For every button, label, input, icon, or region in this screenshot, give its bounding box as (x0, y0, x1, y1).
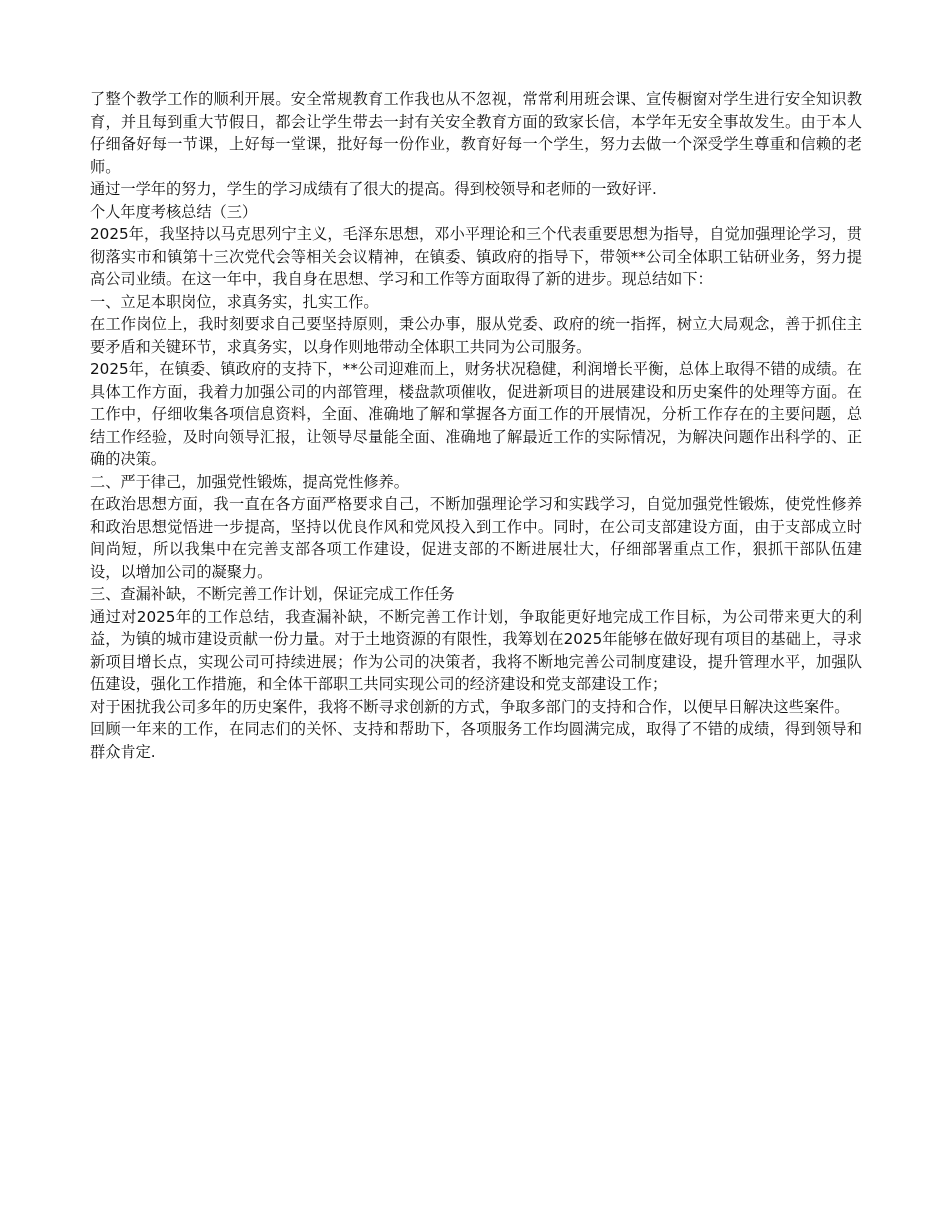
paragraph-political-thought: 在政治思想方面，我一直在各方面严格要求自己，不断加强理论学习和实践学习，自觉加强党性锻炼，使党性修养和政治思想觉悟进一步提高，坚持以优良作风和党风投入到工作中。同时，在公司支部建设方面，由于支部成立时间尚短，所以我集中在完善支部各项工作建设，促进支部的不断进展壮大，仔细部署重点工作，狠抓干部队伍建设，以增加公司的凝聚力。 (90, 495, 862, 581)
paragraph-post-duties: 在工作岗位上，我时刻要求自己要坚持原则，秉公办事，服从党委、政府的统一指挥，树立大局观念，善于抓住主要矛盾和关键环节，求真务实，以身作则地带动全体职工共同为公司服务。 (90, 315, 862, 356)
section-heading-one: 一、立足本职岗位，求真务实，扎实工作。 (90, 292, 379, 311)
paragraph-company-work: 2025年，在镇委、镇政府的支持下，**公司迎难而上，财务状况稳健，利润增长平衡，总体上取得不错的成绩。在具体工作方面，我着力加强公司的内部管理，楼盘款项催收，促进新项目的进展建设和历史案件的处理等方面。在工作中，仔细收集各项信息资料，全面、准确地了解和掌握各方面工作的开展情况，分析工作存在的主要问题，总结工作经验，及时向领导汇报，让领导尽量能全面、准确地了解最近工作的实际情况，为解决问题作出科学的、正确的决策。 (90, 360, 862, 468)
section-heading-three: 三、查漏补缺，不断完善工作计划，保证完成工作任务 (90, 585, 455, 603)
paragraph-intro-2025: 2025年，我坚持以马克思列宁主义，毛泽东思想，邓小平理论和三个代表重要思想为指导，自觉加强理论学习，贯彻落实市和镇第十三次党代会等相关会议精神，在镇委、镇政府的指导下，带领**公司全体职工钻研业务，努力提高公司业绩。在这一年中，我自身在思想、学习和工作等方面取得了新的进步。现总结如下： (90, 225, 862, 288)
paragraph-historical-cases: 对于困扰我公司多年的历史案件，我将不断寻求创新的方式，争取多部门的支持和合作，以便早日解决这些案件。 (90, 697, 850, 716)
paragraph-student-results: 通过一学年的努力，学生的学习成绩有了很大的提高。得到校领导和老师的一致好评. (90, 180, 657, 198)
paragraph-work-plan: 通过对2025年的工作总结，我查漏补缺，不断完善工作计划，争取能更好地完成工作目标，为公司带来更大的利益，为镇的城市建设贡献一份力量。对于土地资源的有限性，我筹划在2025年能够在做好现有项目的基础上，寻求新项目增长点，实现公司可持续进展；作为公司的决策者，我将不断地完善公司制度建设，提升管理水平，加强队伍建设，强化工作措施，和全体干部职工共同实现公司的经济建设和党支部建设工作； (90, 607, 862, 693)
section-heading-annual-review: 个人年度考核总结（三） (90, 202, 258, 221)
document-body (90, 88, 862, 763)
paragraph-review-conclusion: 回顾一年来的工作，在同志们的关怀、支持和帮助下，各项服务工作均圆满完成，取得了不错的成绩，得到领导和群众肯定. (90, 720, 862, 761)
section-heading-two: 二、严于律己，加强党性锻炼，提高党性修养。 (90, 472, 409, 491)
paragraph-teaching-summary: 了整个教学工作的顺利开展。安全常规教育工作我也从不忽视，常常利用班会课、宣传橱窗对学生进行安全知识教育，并且每到重大节假日，都会让学生带去一封有关安全教育方面的致家长信，本学年无安全事故发生。由于本人仔细备好每一节课，上好每一堂课，批好每一份作业，教育好每一个学生，努力去做一个深受学生尊重和信赖的老师。 (90, 90, 862, 176)
